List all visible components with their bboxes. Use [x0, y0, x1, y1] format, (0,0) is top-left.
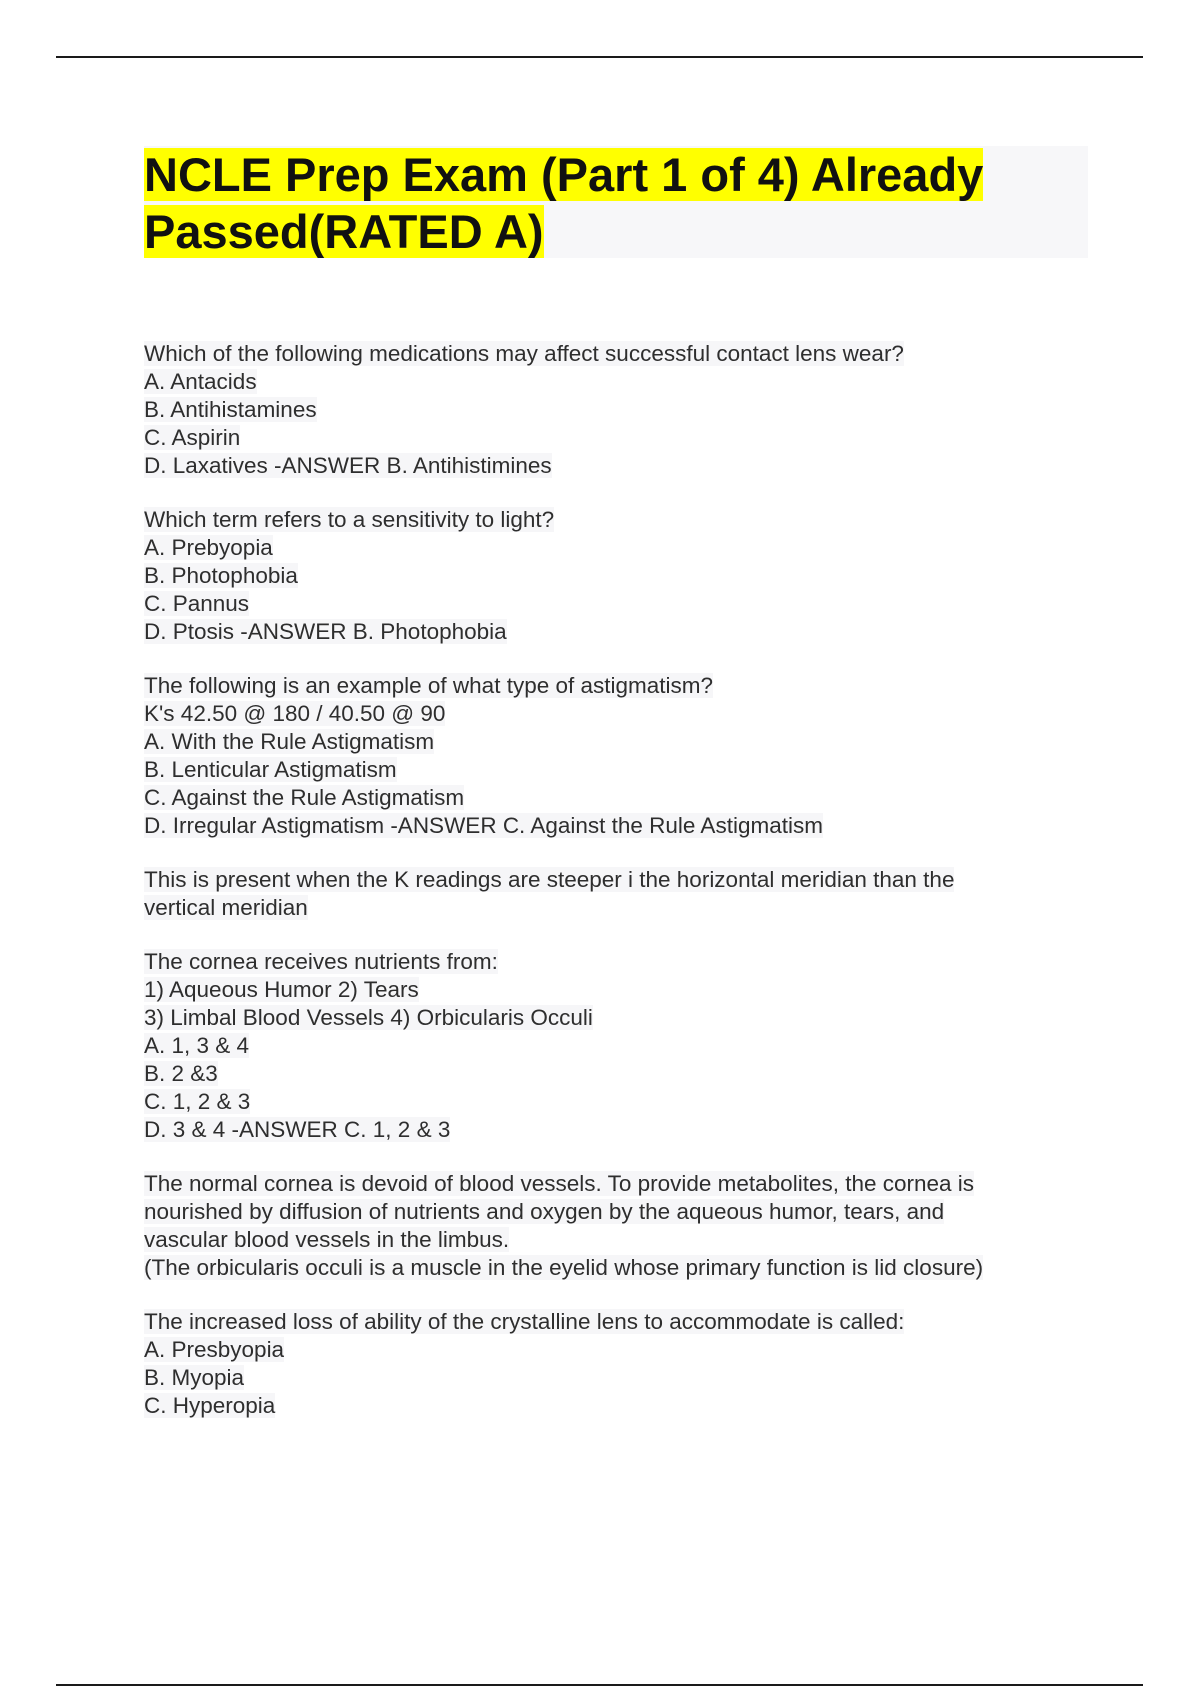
question-block — [144, 340, 1084, 480]
answer-option: A. Antacids — [144, 369, 257, 394]
title-line-1: NCLE Prep Exam (Part 1 of 4) Already — [144, 148, 984, 201]
question-block — [144, 506, 1084, 646]
explanation-text: vascular blood vessels in the limbus. — [144, 1227, 510, 1252]
explanation-text: nourished by diffusion of nutrients and oxygen by the aqueous humor, tears, and — [144, 1199, 945, 1224]
document-title — [144, 146, 1088, 260]
answer-option: B. 2 &3 — [144, 1061, 218, 1086]
question-detail: K's 42.50 @ 180 / 40.50 @ 90 — [144, 701, 446, 726]
answer-option: C. 1, 2 & 3 — [144, 1089, 251, 1114]
question-block — [144, 1308, 1084, 1420]
explanation-block — [144, 866, 1084, 922]
explanation-text: (The orbicularis occuli is a muscle in the eyelid whose primary function is lid closure) — [144, 1255, 984, 1280]
question-block — [144, 948, 1084, 1144]
question-detail: 1) Aqueous Humor 2) Tears — [144, 977, 419, 1002]
question-detail: 3) Limbal Blood Vessels 4) Orbicularis Occuli — [144, 1005, 593, 1030]
top-rule — [56, 56, 1143, 58]
explanation-text: This is present when the K readings are steeper i the horizontal meridian than the — [144, 867, 955, 892]
answer-option: B. Photophobia — [144, 563, 298, 588]
answer-option: A. Prebyopia — [144, 535, 273, 560]
answer-option: B. Myopia — [144, 1365, 245, 1390]
question-block — [144, 672, 1084, 840]
explanation-block — [144, 1170, 1084, 1282]
answer-option: C. Pannus — [144, 591, 250, 616]
title-block — [144, 146, 1088, 258]
question-text: Which of the following medications may affect successful contact lens wear? — [144, 341, 904, 366]
answer-option: D. Laxatives -ANSWER B. Antihistimines — [144, 453, 552, 478]
answer-option: D. 3 & 4 -ANSWER C. 1, 2 & 3 — [144, 1117, 451, 1142]
title-line-2: Passed(RATED A) — [144, 205, 544, 258]
answer-option: C. Aspirin — [144, 425, 241, 450]
answer-option: B. Lenticular Astigmatism — [144, 757, 397, 782]
question-text: The cornea receives nutrients from: — [144, 949, 498, 974]
answer-option: A. With the Rule Astigmatism — [144, 729, 435, 754]
answer-option: C. Against the Rule Astigmatism — [144, 785, 465, 810]
question-text: The following is an example of what type of astigmatism? — [144, 673, 714, 698]
bottom-rule — [56, 1684, 1143, 1686]
question-text: Which term refers to a sensitivity to light? — [144, 507, 555, 532]
question-text: The increased loss of ability of the crystalline lens to accommodate is called: — [144, 1309, 905, 1334]
answer-option: A. 1, 3 & 4 — [144, 1033, 250, 1058]
explanation-text: vertical meridian — [144, 895, 308, 920]
answer-option: C. Hyperopia — [144, 1393, 276, 1418]
answer-option: D. Irregular Astigmatism -ANSWER C. Against the Rule Astigmatism — [144, 813, 823, 838]
explanation-text: The normal cornea is devoid of blood vessels. To provide metabolites, the cornea is — [144, 1171, 975, 1196]
answer-option: B. Antihistamines — [144, 397, 317, 422]
answer-option: D. Ptosis -ANSWER B. Photophobia — [144, 619, 507, 644]
answer-option: A. Presbyopia — [144, 1337, 285, 1362]
document-body — [144, 340, 1084, 1446]
